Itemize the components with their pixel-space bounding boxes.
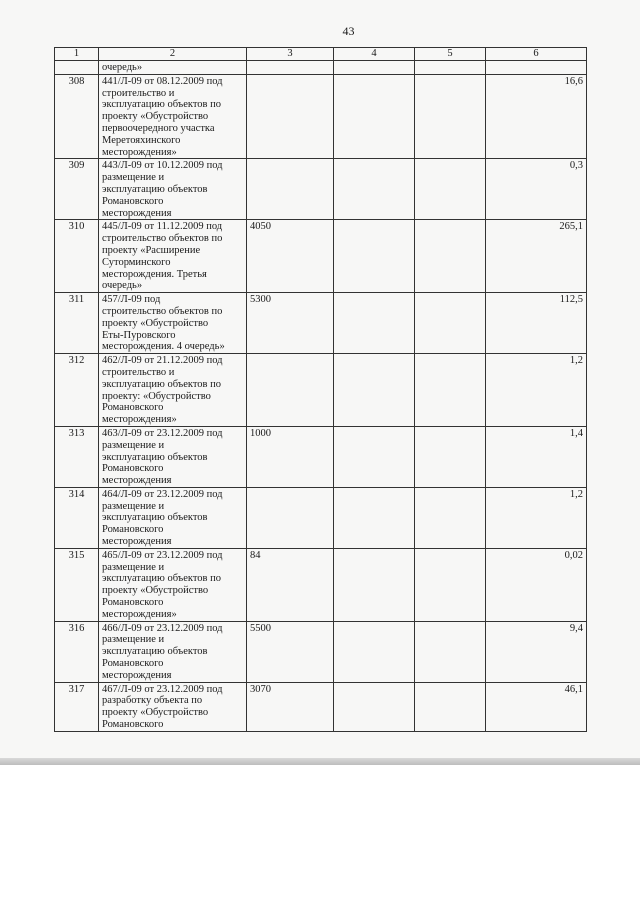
- description-line: эксплуатацию объектов: [102, 512, 208, 524]
- table-row: [55, 293, 587, 354]
- description-line: строительство и: [102, 366, 175, 378]
- description-line: эксплуатацию объектов по: [102, 378, 221, 390]
- page-number: 43: [342, 24, 355, 38]
- column-3-cell: [247, 354, 334, 427]
- column-4-cell: [334, 61, 415, 75]
- description-line: месторождения: [102, 669, 172, 681]
- row-number-cell: 314: [55, 487, 99, 548]
- column-3-cell: 5500: [247, 621, 334, 682]
- description-line: Романовского: [102, 658, 164, 670]
- table-row: [55, 159, 587, 220]
- row-number-cell: 309: [55, 159, 99, 220]
- description-line: Романовского: [102, 195, 164, 207]
- description-line: строительство объектов по: [102, 305, 223, 317]
- header-row: [55, 48, 587, 61]
- description-line: Романовского: [102, 597, 164, 609]
- row-number-cell: 308: [55, 74, 99, 159]
- table-row: [55, 61, 587, 75]
- description-cell: [99, 61, 247, 75]
- column-4-cell: [334, 621, 415, 682]
- column-4-cell: [334, 159, 415, 220]
- column-5-cell: [415, 159, 486, 220]
- row-number-cell: 312: [55, 354, 99, 427]
- row-number-cell: 311: [55, 293, 99, 354]
- description-cell: [99, 220, 247, 293]
- description-line: 441/Л-09 от 08.12.2009 под: [102, 75, 223, 87]
- column-5-cell: [415, 220, 486, 293]
- description-line: эксплуатацию объектов: [102, 646, 208, 658]
- column-4-cell: [334, 74, 415, 159]
- description-line: эксплуатацию объектов: [102, 451, 208, 463]
- description-line: месторождения: [102, 475, 172, 487]
- description-line: очередь»: [102, 280, 143, 292]
- column-6-cell: 9,4: [486, 621, 587, 682]
- table-row: [55, 220, 587, 293]
- description-cell: [99, 293, 247, 354]
- table-row: [55, 74, 587, 159]
- column-5-cell: [415, 354, 486, 427]
- description-cell: [99, 159, 247, 220]
- description-line: размещение и: [102, 172, 165, 184]
- table-row: [55, 426, 587, 487]
- description-line: Романовского: [102, 463, 164, 475]
- column-6-cell: 0,3: [486, 159, 587, 220]
- column-5-cell: [415, 74, 486, 159]
- description-line: проекту «Обустройство: [102, 317, 209, 329]
- table-row: [55, 548, 587, 621]
- description-line: первоочередного участка: [102, 122, 215, 134]
- row-number-cell: 313: [55, 426, 99, 487]
- column-4-cell: [334, 682, 415, 731]
- description-cell: [99, 487, 247, 548]
- data-table: [54, 47, 587, 732]
- table-row: [55, 621, 587, 682]
- header-col-5: 5: [415, 48, 486, 61]
- row-number-cell: [55, 61, 99, 75]
- column-5-cell: [415, 548, 486, 621]
- column-6-cell: 112,5: [486, 293, 587, 354]
- description-line: 445/Л-09 от 11.12.2009 под: [102, 221, 223, 233]
- column-6-cell: 46,1: [486, 682, 587, 731]
- description-line: месторождения»: [102, 146, 177, 158]
- description-cell: [99, 548, 247, 621]
- column-3-cell: [247, 61, 334, 75]
- scan-edge: [0, 758, 640, 765]
- table-body: [55, 61, 587, 732]
- column-4-cell: [334, 293, 415, 354]
- description-line: размещение и: [102, 439, 165, 451]
- description-line: Еты-Пуровского: [102, 329, 176, 341]
- description-cell: [99, 74, 247, 159]
- header-col-2: 2: [99, 48, 247, 61]
- description-line: проекту «Обустройство: [102, 707, 209, 719]
- description-line: эксплуатацию объектов по: [102, 573, 221, 585]
- table-row: [55, 682, 587, 731]
- description-line: разработку объекта по: [102, 695, 203, 707]
- column-4-cell: [334, 220, 415, 293]
- column-4-cell: [334, 426, 415, 487]
- description-line: проекту: «Обустройство: [102, 390, 211, 402]
- description-line: 462/Л-09 от 21.12.2009 под: [102, 355, 223, 367]
- description-line: Романовского: [102, 524, 164, 536]
- description-line: Суторминского: [102, 256, 171, 268]
- column-3-cell: 3070: [247, 682, 334, 731]
- row-number-cell: 310: [55, 220, 99, 293]
- column-5-cell: [415, 487, 486, 548]
- description-line: эксплуатацию объектов: [102, 183, 208, 195]
- description-line: 466/Л-09 от 23.12.2009 под: [102, 622, 223, 634]
- description-line: Романовского: [102, 402, 164, 414]
- column-4-cell: [334, 354, 415, 427]
- column-3-cell: [247, 74, 334, 159]
- description-line: проекту «Обустройство: [102, 111, 209, 123]
- column-5-cell: [415, 61, 486, 75]
- header-col-1: 1: [55, 48, 99, 61]
- description-line: 467/Л-09 от 23.12.2009 под: [102, 683, 223, 695]
- column-4-cell: [334, 487, 415, 548]
- column-3-cell: 1000: [247, 426, 334, 487]
- column-5-cell: [415, 293, 486, 354]
- description-line: строительство объектов по: [102, 233, 223, 245]
- table-row: [55, 487, 587, 548]
- description-line: Меретояхинского: [102, 134, 181, 146]
- description-line: месторождения. Третья: [102, 268, 207, 280]
- description-line: 457/Л-09 под: [102, 294, 161, 306]
- column-6-cell: 1,4: [486, 426, 587, 487]
- description-cell: [99, 354, 247, 427]
- row-number-cell: 317: [55, 682, 99, 731]
- column-4-cell: [334, 548, 415, 621]
- column-3-cell: 4050: [247, 220, 334, 293]
- column-5-cell: [415, 426, 486, 487]
- column-3-cell: [247, 487, 334, 548]
- column-6-cell: 16,6: [486, 74, 587, 159]
- description-line: проекту «Обустройство: [102, 585, 209, 597]
- description-line: 465/Л-09 от 23.12.2009 под: [102, 549, 223, 561]
- description-line: 443/Л-09 от 10.12.2009 под: [102, 160, 223, 172]
- table-row: [55, 354, 587, 427]
- description-line: эксплуатацию объектов по: [102, 99, 221, 111]
- column-3-cell: 84: [247, 548, 334, 621]
- description-line: 464/Л-09 от 23.12.2009 под: [102, 488, 223, 500]
- description-line: очередь»: [102, 62, 143, 73]
- description-line: проекту «Расширение: [102, 244, 201, 256]
- description-line: размещение и: [102, 500, 165, 512]
- description-line: месторождения»: [102, 608, 177, 620]
- description-line: размещение и: [102, 634, 165, 646]
- header-col-3: 3: [247, 48, 334, 61]
- header-col-6: 6: [486, 48, 587, 61]
- column-5-cell: [415, 682, 486, 731]
- description-line: Романовского: [102, 719, 164, 731]
- description-cell: [99, 426, 247, 487]
- description-line: месторождения. 4 очередь»: [102, 341, 225, 353]
- column-3-cell: [247, 159, 334, 220]
- description-line: 463/Л-09 от 23.12.2009 под: [102, 427, 223, 439]
- header-col-4: 4: [334, 48, 415, 61]
- column-6-cell: 1,2: [486, 487, 587, 548]
- row-number-cell: 315: [55, 548, 99, 621]
- column-5-cell: [415, 621, 486, 682]
- description-line: размещение и: [102, 561, 165, 573]
- column-6-cell: 265,1: [486, 220, 587, 293]
- description-line: месторождения»: [102, 414, 177, 426]
- description-cell: [99, 621, 247, 682]
- description-line: строительство и: [102, 87, 175, 99]
- description-line: месторождения: [102, 207, 172, 219]
- column-6-cell: 1,2: [486, 354, 587, 427]
- column-6-cell: [486, 61, 587, 75]
- row-number-cell: 316: [55, 621, 99, 682]
- column-6-cell: 0,02: [486, 548, 587, 621]
- description-cell: [99, 682, 247, 731]
- description-line: месторождения: [102, 536, 172, 548]
- column-3-cell: 5300: [247, 293, 334, 354]
